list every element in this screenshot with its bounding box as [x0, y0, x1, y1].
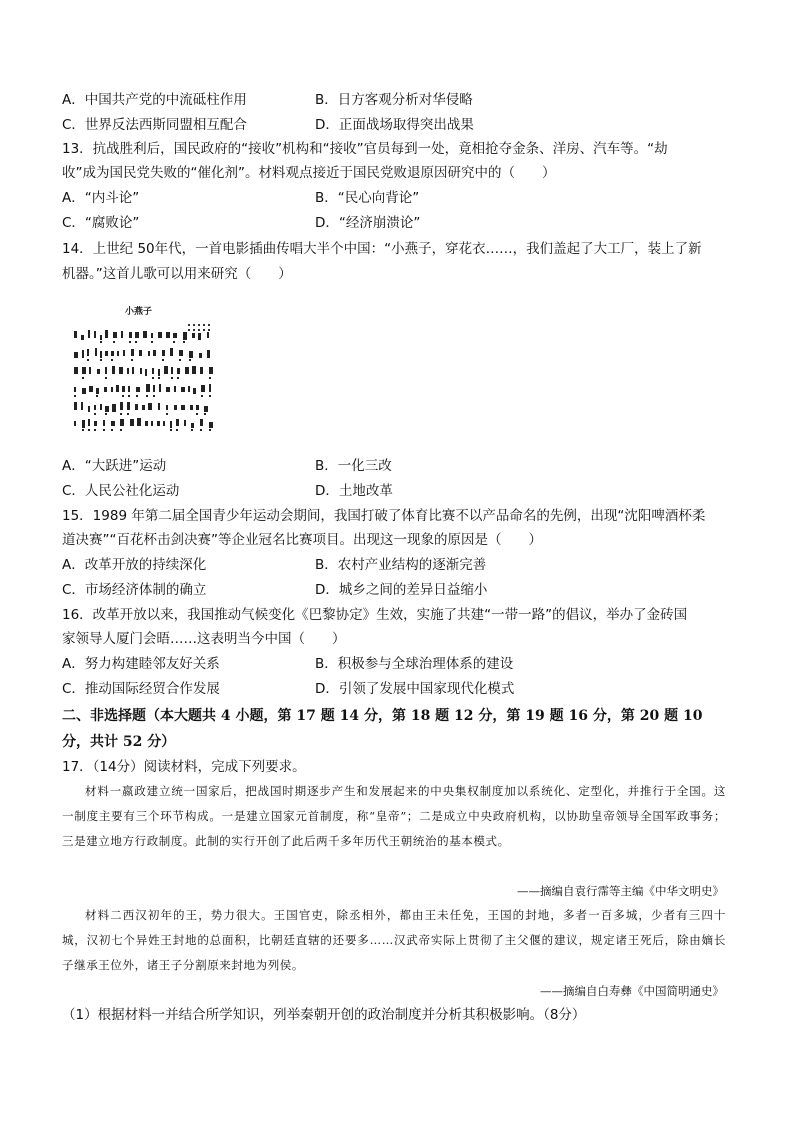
- score-title: 小燕子: [125, 307, 153, 317]
- q12-option-c: C．世界反法西斯同盟相互配合: [62, 117, 247, 133]
- sheet-music-icon: [70, 298, 220, 436]
- q13-option-a: A．“内斗论”: [62, 190, 140, 206]
- q15-option-b: B．农村产业结构的逐渐完善: [315, 557, 487, 573]
- q14-stem-line2: 机器。”这首儿歌可以用来研究（ ）: [62, 266, 292, 282]
- q13-option-c: C．“腐败论”: [62, 215, 140, 231]
- q12-option-a: A．中国共产党的中流砥柱作用: [62, 92, 247, 108]
- q16-option-d: D．引领了发展中国家现代化模式: [315, 681, 515, 697]
- q16-stem-line2: 家领导人厦门会晤……这表明当今中国（ ）: [62, 631, 346, 647]
- q17-source1: ——摘编自袁行霈等主编《中华文明史》: [517, 884, 724, 898]
- q14-option-b: B．一化三改: [315, 458, 392, 474]
- q16-option-a: A．努力构建睦邻友好关系: [62, 656, 220, 672]
- section2-heading-line2: 分，共计 52 分）: [62, 734, 176, 750]
- q17-source2: ——摘编自白寿彝《中国简明通史》: [540, 984, 724, 998]
- q15-stem-line2: 道决赛”“百花杯击剑决赛”等企业冠名比赛项目。出现这一现象的原因是（ ）: [62, 532, 542, 548]
- q17-material2: 材料二西汉初年的王，势力很大。王国官吏，除丞相外，都由王未任免，王国的封地，多者一百多城，少者有三四十城，汉初七个异姓王封地的总面积，比朝廷直辖的还要多……汉武帝实际上贯彻了主父偃的建议，规定诸王死后，除由嫡长子继承王位外，诸王子分割原来封地为列侯。: [62, 908, 726, 972]
- q13-stem-line1: 13．抗战胜利后，国民政府的“接收”机构和“接收”官员每到一处，竟相抢夺金条、洋房、汽车等。“劫: [62, 141, 668, 157]
- q12-option-b: B．日方客观分析对华侵略: [315, 92, 473, 108]
- q13-option-b: B．“民心向背论”: [315, 190, 420, 206]
- q16-stem-line1: 16．改革开放以来，我国推动气候变化《巴黎协定》生效，实施了共建“一带一路”的倡议，举办了金砖国: [62, 607, 688, 623]
- q14-stem-line1: 14．上世纪 50年代，一首电影插曲传唱大半个中国：“小燕子，穿花衣……，我们盖起了大工厂，装上了新: [62, 241, 702, 257]
- q14-option-d: D．土地改革: [315, 483, 393, 499]
- q12-option-d: D．正面战场取得突出战果: [315, 117, 474, 133]
- q15-option-a: A．改革开放的持续深化: [62, 557, 207, 573]
- q16-option-c: C．推动国际经贸合作发展: [62, 681, 220, 697]
- q13-stem-line2: 收”成为国民党失败的“催化剂”。材料观点接近于国民党败退原因研究中的（ ）: [62, 165, 556, 181]
- q15-stem-line1: 15．1989 年第二届全国青少年运动会期间，我国打破了体育比赛不以产品命名的先例，出现“沈阳啤酒杯柔: [62, 508, 706, 524]
- q17-material1: 材料一嬴政建立统一国家后，把战国时期逐步产生和发展起来的中央集权制度加以系统化、定型化，并推行于全国。这一制度主要有三个环节构成。一是建立国家元首制度，称“皇帝”；二是成立中央政府机构，以协助皇帝领导全国军政事务；三是建立地方行政制度。此制的实行开创了此后两千多年历代王朝统治的基本模式。: [62, 784, 726, 848]
- q15-option-c: C．市场经济体制的确立: [62, 582, 207, 598]
- q14-option-a: A．“大跃进”运动: [62, 458, 167, 474]
- q17-question1: （1）根据材料一并结合所学知识，列举秦朝开创的政治制度并分析其积极影响。（8分）: [62, 1007, 586, 1023]
- q14-option-c: C．人民公社化运动: [62, 483, 180, 499]
- section2-heading-line1: 二、非选择题（本大题共 4 小题，第 17 题 14 分，第 18 题 12 分，第 19 题 16 分，第 20 题 10: [62, 708, 703, 724]
- q13-option-d: D．“经济崩溃论”: [315, 215, 421, 231]
- q17-intro: 17．（14分）阅读材料，完成下列要求。: [62, 759, 306, 775]
- song-score-image: [70, 298, 220, 436]
- q15-option-d: D．城乡之间的差异日益缩小: [315, 582, 488, 598]
- q16-option-b: B．积极参与全球治理体系的建设: [315, 656, 514, 672]
